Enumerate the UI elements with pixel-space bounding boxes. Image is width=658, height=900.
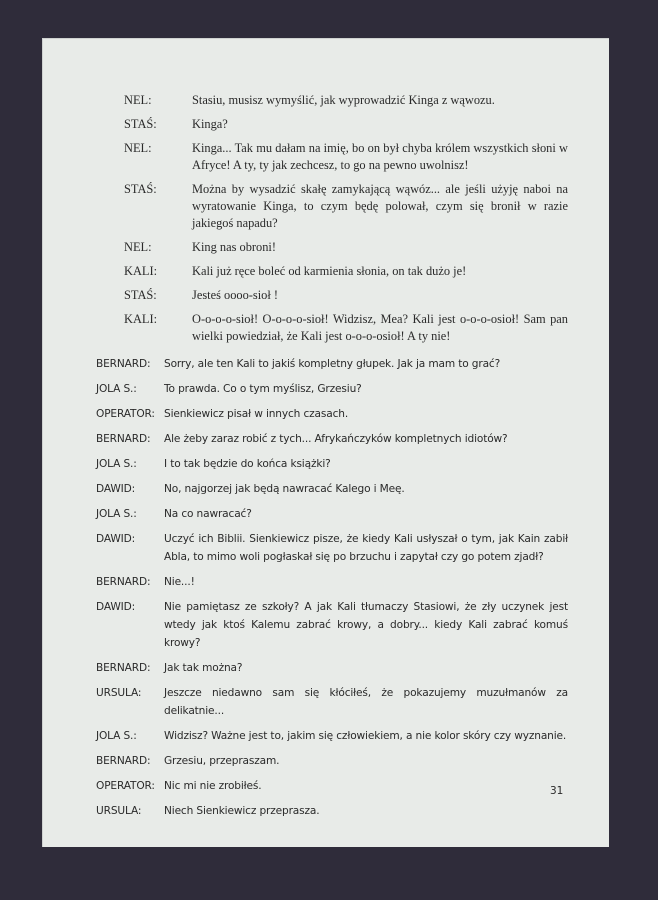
dialogue-line bbox=[96, 380, 568, 398]
dialogue-block bbox=[42, 355, 609, 820]
line-text: No, najgorzej jak będą nawracać Kalego i Meę. bbox=[164, 483, 405, 495]
speaker-name: DAWID: bbox=[96, 601, 136, 613]
speaker-name: BERNARD: bbox=[96, 755, 151, 767]
line-text: Jeszcze niedawno sam się kłóciłeś, że pokazujemy muzułmanów za delikatnie... bbox=[164, 687, 568, 717]
document-page bbox=[42, 38, 609, 847]
speaker-name: STAŚ: bbox=[124, 117, 157, 131]
dialogue-line bbox=[96, 777, 568, 795]
dialogue-line bbox=[96, 430, 568, 448]
speaker-name: URSULA: bbox=[96, 805, 142, 817]
line-text: Niech Sienkiewicz przeprasza. bbox=[164, 805, 320, 817]
speaker-name: NEL: bbox=[124, 240, 152, 254]
speaker-name: BERNARD: bbox=[96, 662, 151, 674]
line-text: Widzisz? Ważne jest to, jakim się człowiekiem, a nie kolor skóry czy wyznanie. bbox=[164, 730, 567, 742]
line-text: Kali już ręce boleć od karmienia słonia, on tak dużo je! bbox=[192, 264, 467, 278]
line-text: Kinga? bbox=[192, 117, 228, 131]
speaker-name: OPERATOR: bbox=[96, 780, 155, 792]
line-text: Uczyć ich Biblii. Sienkiewicz pisze, że kiedy Kali usłyszał o tym, jak Kain zabił Abla, to mimo woli pogłaskał się po brzuchu i zapytał czy go potem zjadł? bbox=[164, 533, 568, 563]
dialogue-line bbox=[96, 598, 568, 652]
speaker-name: JOLA S.: bbox=[96, 508, 137, 520]
scene-line bbox=[124, 181, 568, 232]
speaker-name: STAŚ: bbox=[124, 182, 157, 196]
line-text: Na co nawracać? bbox=[164, 508, 252, 520]
scene-line bbox=[124, 263, 568, 280]
speaker-name: OPERATOR: bbox=[96, 408, 155, 420]
dialogue-line bbox=[96, 355, 568, 373]
line-text: Nie pamiętasz ze szkoły? A jak Kali tłumaczy Stasiowi, że zły uczynek jest wtedy jak ktoś Kalemu zabrać krowy, a dobry... kiedy Kali zabrać komuś krowy? bbox=[164, 601, 568, 649]
line-text: King nas obroni! bbox=[192, 240, 276, 254]
line-text: O-o-o-o-sioł! O-o-o-o-sioł! Widzisz, Mea? Kali jest o-o-o-osioł! Sam pan wielki powiedział, że Kali jest o-o-o-osioł! A ty nie! bbox=[192, 312, 568, 343]
scene-line bbox=[124, 239, 568, 256]
dialogue-line bbox=[96, 573, 568, 591]
line-text: To prawda. Co o tym myślisz, Grzesiu? bbox=[164, 383, 362, 395]
speaker-name: BERNARD: bbox=[96, 358, 151, 370]
scene-line bbox=[124, 311, 568, 345]
speaker-name: JOLA S.: bbox=[96, 458, 137, 470]
dialogue-line bbox=[96, 727, 568, 745]
speaker-name: STAŚ: bbox=[124, 288, 157, 302]
speaker-name: DAWID: bbox=[96, 533, 136, 545]
scene-line bbox=[124, 116, 568, 133]
dialogue-line bbox=[96, 455, 568, 473]
line-text: Nie...! bbox=[164, 576, 195, 588]
scene-line bbox=[124, 140, 568, 174]
speaker-name: BERNARD: bbox=[96, 576, 151, 588]
dialogue-line bbox=[96, 802, 568, 820]
page-number: 31 bbox=[550, 785, 564, 797]
line-text: I to tak będzie do końca książki? bbox=[164, 458, 331, 470]
dialogue-line bbox=[96, 752, 568, 770]
dialogue-line bbox=[96, 530, 568, 566]
scene-block bbox=[42, 92, 609, 345]
line-text: Ale żeby zaraz robić z tych... Afrykańczyków kompletnych idiotów? bbox=[164, 433, 508, 445]
speaker-name: KALI: bbox=[124, 264, 158, 278]
line-text: Jak tak można? bbox=[164, 662, 243, 674]
line-text: Grzesiu, przepraszam. bbox=[164, 755, 280, 767]
line-text: Sorry, ale ten Kali to jakiś kompletny głupek. Jak ja mam to grać? bbox=[164, 358, 501, 370]
speaker-name: URSULA: bbox=[96, 687, 142, 699]
dialogue-line bbox=[96, 405, 568, 423]
scene-line bbox=[124, 287, 568, 304]
speaker-name: NEL: bbox=[124, 141, 152, 155]
speaker-name: DAWID: bbox=[96, 483, 136, 495]
line-text: Stasiu, musisz wymyślić, jak wyprowadzić Kinga z wąwozu. bbox=[192, 93, 495, 107]
speaker-name: JOLA S.: bbox=[96, 730, 137, 742]
dialogue-line bbox=[96, 505, 568, 523]
line-text: Nic mi nie zrobiłeś. bbox=[164, 780, 262, 792]
speaker-name: BERNARD: bbox=[96, 433, 151, 445]
line-text: Kinga... Tak mu dałam na imię, bo on był chyba królem wszystkich słoni w Afryce! A ty, ty jak zechcesz, to go na pewno uwolnisz! bbox=[192, 141, 568, 172]
scene-line bbox=[124, 92, 568, 109]
dialogue-line bbox=[96, 480, 568, 498]
speaker-name: NEL: bbox=[124, 93, 152, 107]
speaker-name: KALI: bbox=[124, 312, 158, 326]
line-text: Jesteś oooo-sioł ! bbox=[192, 288, 279, 302]
dialogue-line bbox=[96, 659, 568, 677]
line-text: Można by wysadzić skałę zamykającą wąwóz... ale jeśli użyję naboi na wyratowanie Kinga, to czym będę polował, czym się bronił w razie jakiegoś napadu? bbox=[192, 182, 568, 230]
dialogue-line bbox=[96, 684, 568, 720]
line-text: Sienkiewicz pisał w innych czasach. bbox=[164, 408, 349, 420]
speaker-name: JOLA S.: bbox=[96, 383, 137, 395]
